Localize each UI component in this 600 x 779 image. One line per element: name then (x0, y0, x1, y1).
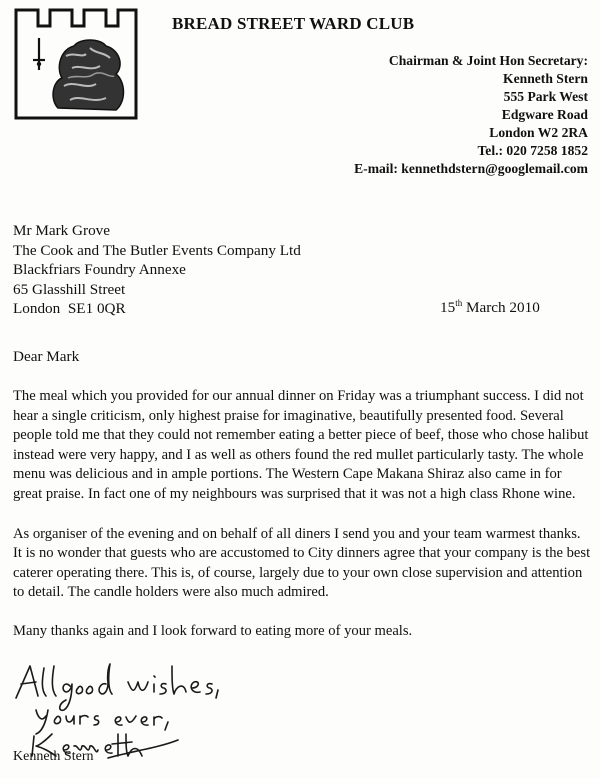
closing-paragraph: Many thanks again and I look forward to eating more of your meals. (13, 622, 413, 639)
signatory-name: Kenneth Stern (13, 749, 94, 764)
recipient-company: The Cook and The Butler Events Company Ltd (13, 241, 301, 259)
sender-name: Kenneth Stern (503, 71, 588, 86)
letter-body (13, 387, 591, 662)
letter-date: 15th March 2010 (440, 298, 540, 316)
body-paragraph: As organiser of the evening and on behalf of all diners I send you and your team warmest thanks. It is no wonder that guests who are accustomed to City dinners agree that your company is the best caterer operating there. This is, of course, largely due to your own close supervision and attention to detail. The candle holders were also much admired. (13, 525, 591, 601)
body-paragraph: The meal which you provided for our annual dinner on Friday was a triumphant success. I did not hear a single criticism, only highest praise for imaginative, beautifully presented food. Several people told me that they could not remember eating a better piece of beef, those who chose halibut instead were very happy, and I as well as others found the red mullet particularly tasty. The whole menu was delicious and in ample portions. The Western Cape Makana Shiraz also came in for great praise. In fact one of my neighbours was surprised that it was not a high class Rhone wine. (13, 388, 589, 502)
sender-title: Chairman & Joint Hon Secretary: (388, 53, 588, 68)
salutation: Dear Mark (13, 348, 80, 365)
club-crest-logo (10, 4, 140, 124)
sender-road: Edgware Road (501, 107, 588, 122)
club-name: BREAD STREET WARD CLUB (172, 14, 415, 33)
sender-street: 555 Park West (503, 89, 588, 104)
sender-address-block (354, 52, 588, 178)
sender-phone: Tel.: 020 7258 1852 (477, 143, 588, 158)
recipient-city: London SE1 0QR (13, 300, 126, 318)
sender-city: London W2 2RA (489, 125, 588, 140)
recipient-street: 65 Glasshill Street (13, 280, 126, 298)
sender-email: E-mail: kennethdstern@googlemail.com (354, 161, 588, 176)
recipient-building: Blackfriars Foundry Annexe (13, 261, 186, 279)
recipient-address-block (13, 221, 301, 319)
recipient-name: Mr Mark Grove (13, 222, 111, 239)
handwritten-signature (8, 660, 268, 760)
